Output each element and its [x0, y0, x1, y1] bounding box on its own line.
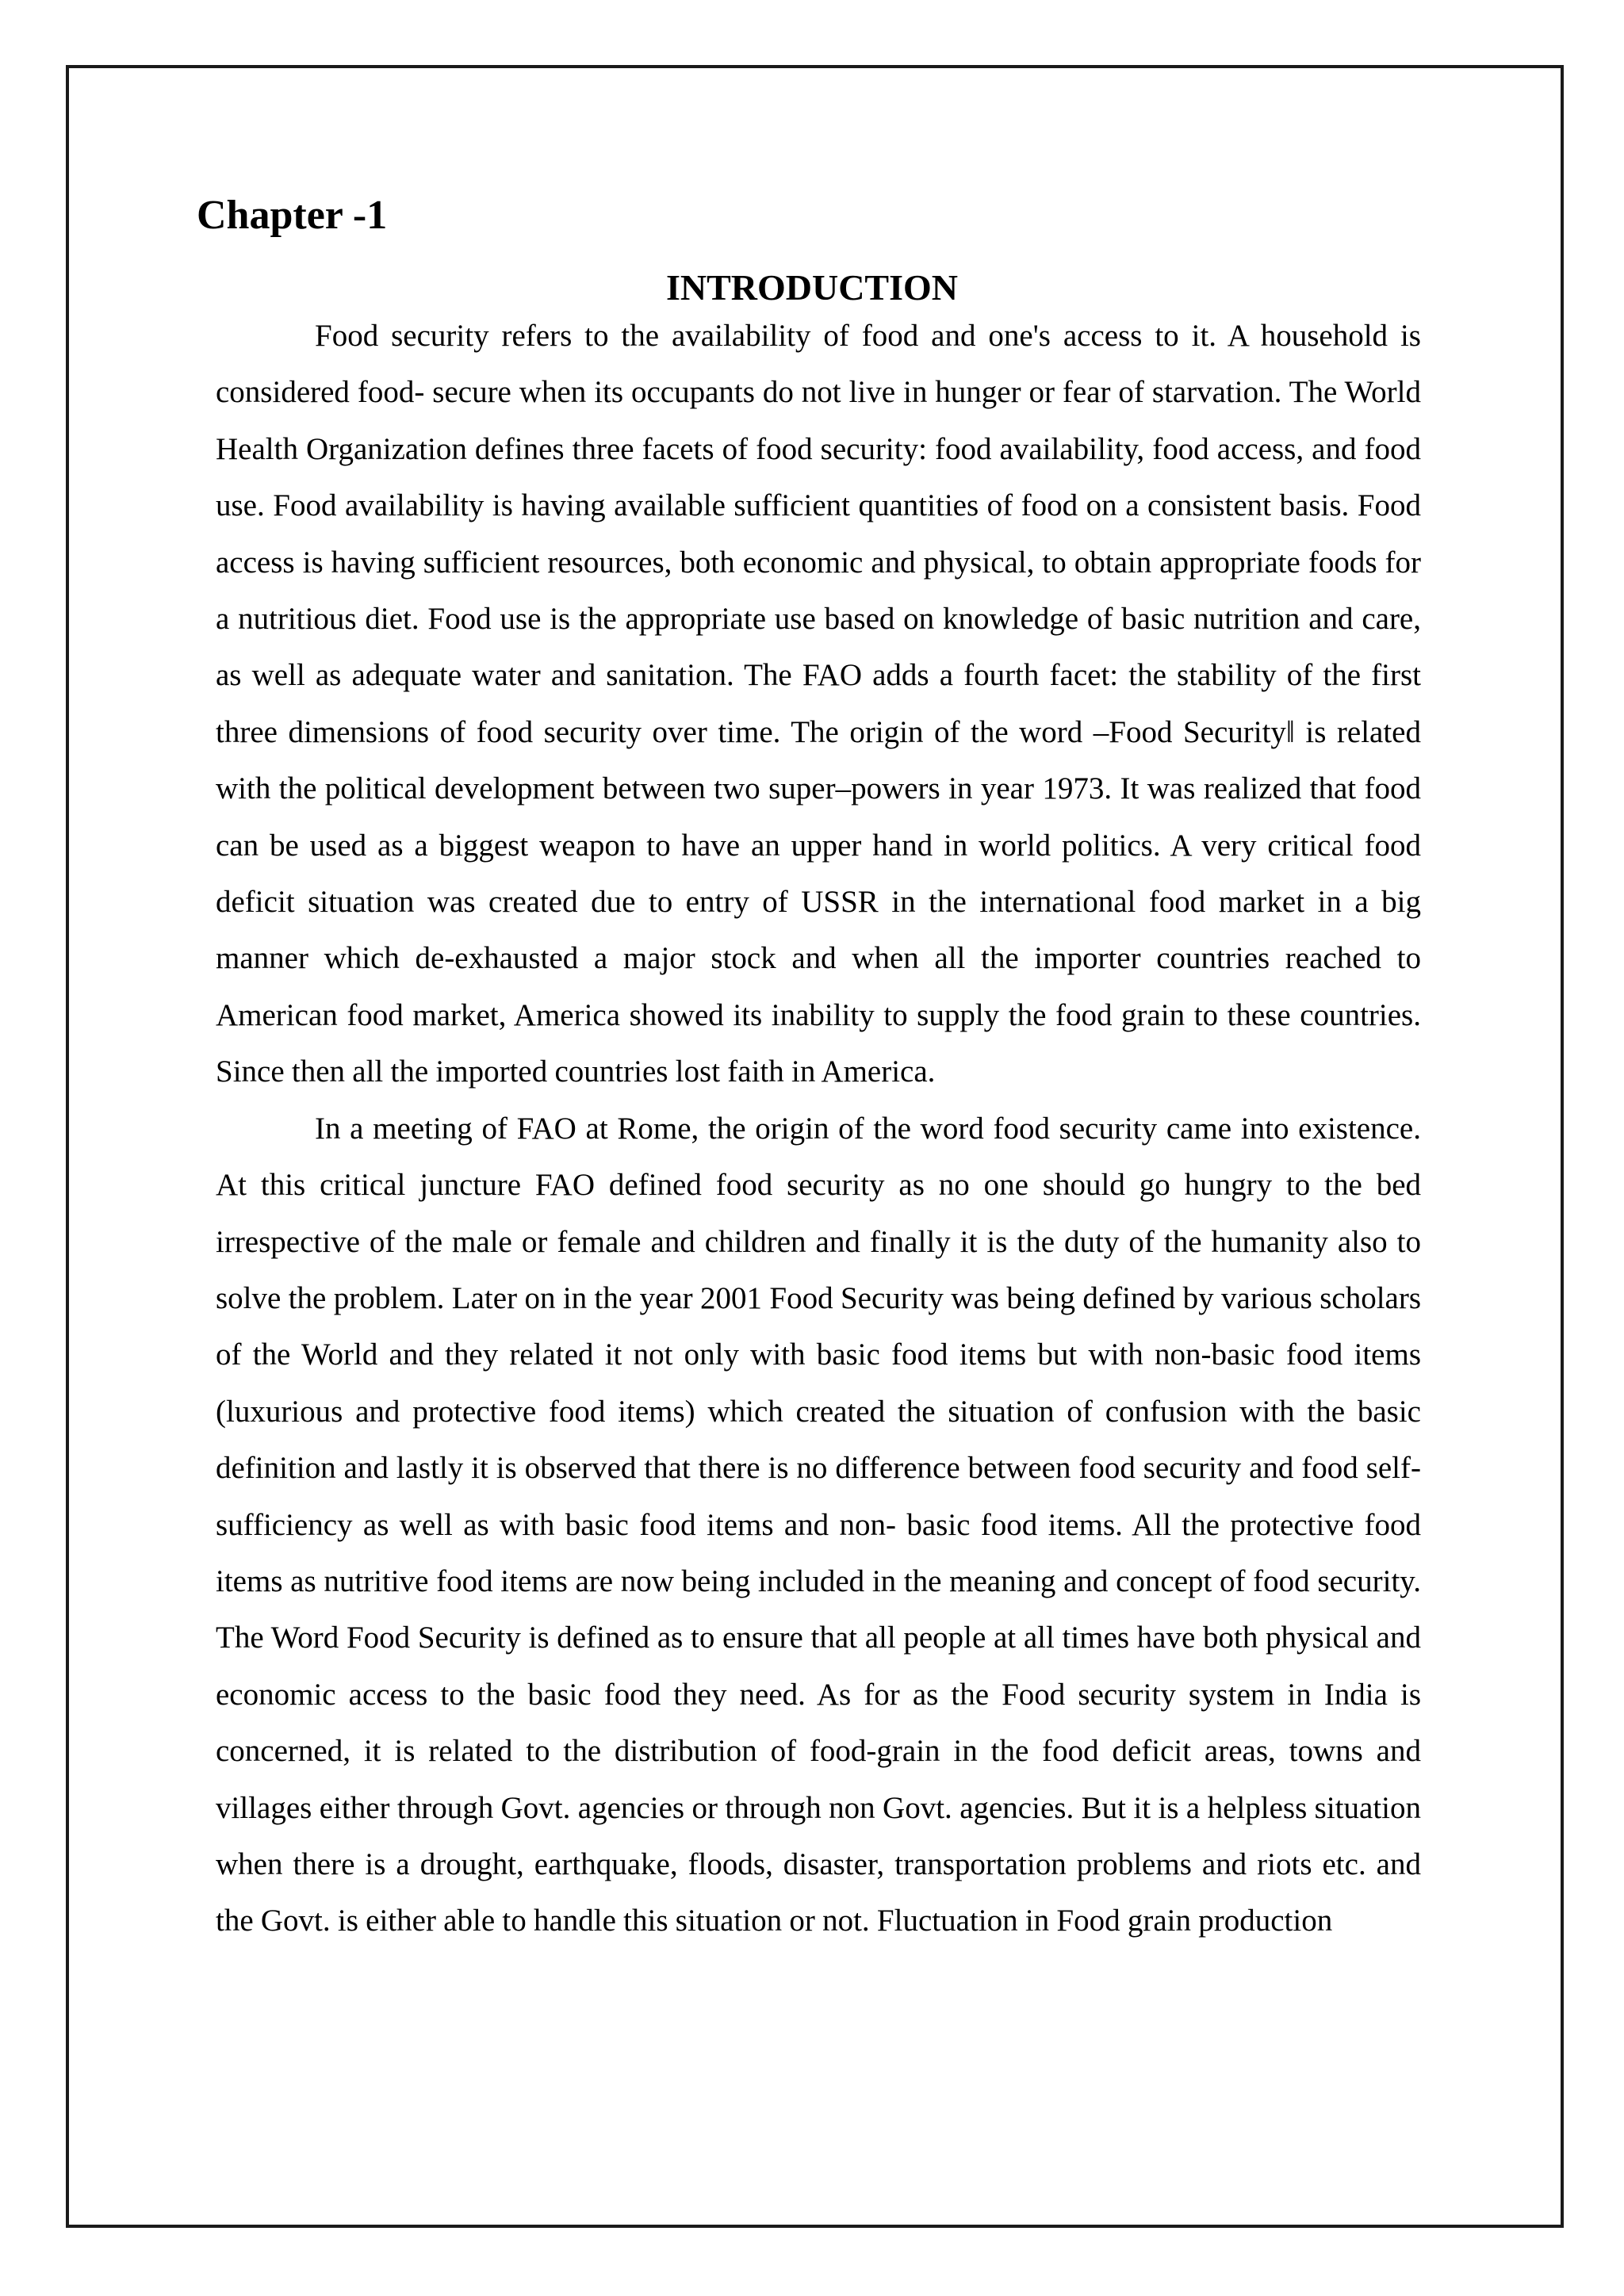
chapter-heading: Chapter -1 — [197, 193, 388, 238]
section-title: INTRODUCTION — [665, 267, 959, 308]
paragraph-1: Food security refers to the availability of food and one's access to it. A household is considered food- secure when its occupants do not live in hunger or fear of starvation. The World Health Organization defines three facets of food security: food availability, food access, and food use. Food availability is having available sufficient quantities of food on a consistent basis. Food access is having sufficient resources, both economic and physical, to obtain appropriate foods for a nutritious diet. Food use is the appropriate use based on knowledge of basic nutrition and care, as well as adequate water and sanitation. The FAO adds a fourth facet: the stability of the first three dimensions of food security over time. The origin of the word –Food Security‖ is related with the political development between two super–powers in year 1973. It was realized that food can be used as a biggest weapon to have an upper hand in world politics. A very critical food deficit situation was created due to entry of USSR in the international food market in a big manner which de-exhausted a major stock and when all the importer countries reached to American food market, America showed its inability to supply the food grain to these countries. Since then all the imported countries lost faith in America. — [216, 319, 1421, 1089]
body-text — [216, 308, 1421, 1950]
paragraph-2: In a meeting of FAO at Rome, the origin of the word food security came into existence. At this critical juncture FAO defined food security as no one should go hungry to the bed irrespective of the male or female and children and finally it is the duty of the humanity also to solve the problem. Later on in the year 2001 Food Security was being defined by various scholars of the World and they related it not only with basic food items but with non-basic food items (luxurious and protective food items) which created the situation of confusion with the basic definition and lastly it is observed that there is no difference between food security and food self-sufficiency as well as with basic food items and non- basic food items. All the protective food items as nutritive food items are now being included in the meaning and concept of food security. The Word Food Security is defined as to ensure that all people at all times have both physical and economic access to the basic food they need. As for as the Food security system in India is concerned, it is related to the distribution of food-grain in the food deficit areas, towns and villages either through Govt. agencies or through non Govt. agencies. But it is a helpless situation when there is a drought, earthquake, floods, disaster, transportation problems and riots etc. and the Govt. is either able to handle this situation or not. Fluctuation in Food grain production — [216, 1111, 1421, 1938]
